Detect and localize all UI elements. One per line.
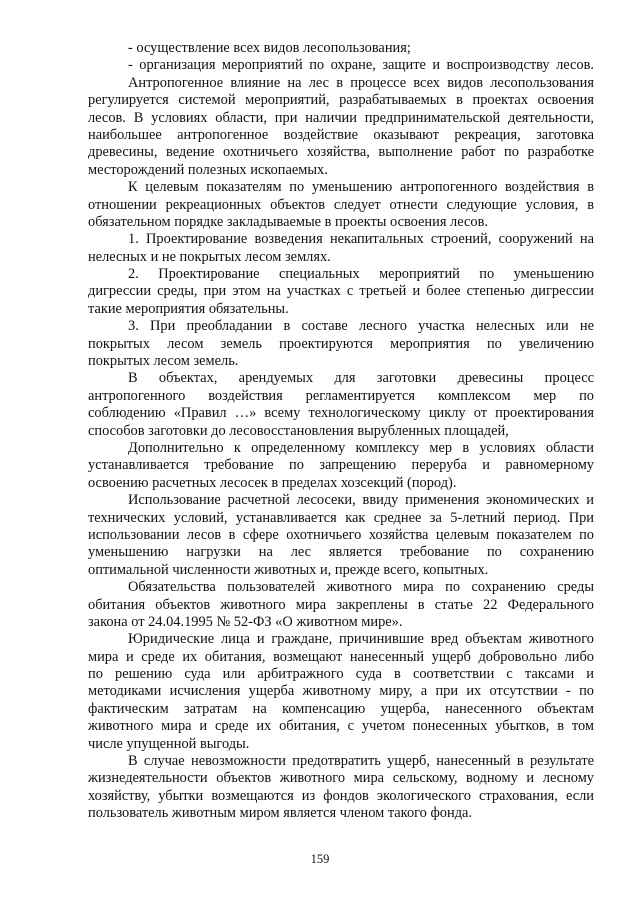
text-line: методиками исчисления ущерба животному миру, а при их отсутствии - по — [88, 683, 594, 700]
text-line: мира и среде их обитания, возмещают нанесенный ущерб добровольно либо — [88, 648, 594, 665]
text-line: устанавливается требование по запрещению переруба и равномерному — [88, 457, 594, 474]
text-line: животного мира и среде их обитания, с учетом понесенных убытков, в том — [88, 718, 594, 735]
document-body — [88, 40, 594, 823]
text-line: хозяйству, убытки возмещаются из фондов экологического страхования, если — [88, 787, 594, 804]
text-line: наибольшее антропогенное воздействие оказывают рекреация, заготовка — [88, 126, 594, 143]
text-line: закона от 24.04.1995 № 52-ФЗ «О животном мире». — [88, 613, 403, 630]
text-line: такие мероприятия обязательны. — [88, 300, 289, 317]
text-line: месторождений полезных ископаемых. — [88, 161, 328, 178]
text-line: - осуществление всех видов лесопользования; — [128, 40, 411, 56]
text-line: оптимальной численности животных и, прежде всего, копытных. — [88, 561, 489, 578]
text-line: уменьшению нагрузки на лес является требование по сохранению — [88, 544, 594, 561]
text-line: древесины, ведение охотничьего хозяйства, выполнение работ по разработке — [88, 144, 594, 161]
text-line: отношении рекреационных объектов следует отнести следующие условия, в — [88, 196, 594, 213]
text-line: К целевым показателям по уменьшению антропогенного воздействия в — [128, 179, 594, 196]
text-line: по решению суда или арбитражного суда в соответствии с таксами и — [88, 666, 594, 683]
text-line: 3. При преобладании в составе лесного участка нелесных или не — [128, 318, 594, 335]
text-line: освоению расчетных лесосек в пределах хозсекций (пород). — [88, 474, 457, 491]
text-line: способов заготовки до лесовосстановления вырубленных площадей, — [88, 422, 509, 439]
text-line: использовании лесов в сфере охотничьего хозяйства целевым показателем по — [88, 526, 594, 543]
text-line: технических условий, устанавливается как среднее за 5-летний период. При — [88, 509, 594, 526]
text-line: обязательном порядке закладываемые в проекты освоения лесов. — [88, 213, 488, 230]
text-line: 1. Проектирование возведения некапитальных строений, сооружений на — [128, 231, 594, 248]
text-line: пользователь животным миром является членом такого фонда. — [88, 805, 473, 822]
text-line: - организация мероприятий по охране, защите и воспроизводству лесов. — [128, 57, 594, 74]
text-line: числе упущенной выгоды. — [88, 735, 250, 752]
text-line: Дополнительно к определенному комплексу мер в условиях области — [128, 439, 594, 456]
text-line: антропогенного воздействия регламентируется комплексом мер по — [88, 387, 594, 404]
text-line: покрытых лесом земель. — [88, 353, 239, 370]
text-line: 2. Проектирование специальных мероприятий по уменьшению — [128, 266, 594, 283]
text-line: Обязательства пользователей животного мира по сохранению среды — [128, 579, 594, 596]
text-line: Использование расчетной лесосеки, ввиду применения экономических и — [128, 492, 594, 509]
text-line: Юридические лица и граждане, причинившие вред объектам животного — [128, 631, 594, 648]
text-line: фактическим затратам на компенсацию ущерба, нанесенного объектам — [88, 700, 594, 717]
text-line: регулируется системой мероприятий, разрабатываемых в проектах освоения — [88, 92, 594, 109]
text-line: дигрессии среды, при этом на участках с третьей и более степенью дигрессии — [88, 283, 594, 300]
text-line: Антропогенное влияние на лес в процессе всех видов лесопользования — [128, 74, 594, 91]
text-line: В объектах, арендуемых для заготовки древесины процесс — [128, 370, 594, 387]
text-line: покрытых лесом земель проектируются мероприятия по увеличению — [88, 335, 594, 352]
text-line: жизнедеятельности объектов животного мира сельскому, водному и лесному — [88, 770, 594, 787]
text-line: обитания объектов животного мира закреплены в статье 22 Федерального — [88, 596, 594, 613]
text-line: В случае невозможности предотвратить ущерб, нанесенный в результате — [128, 753, 594, 770]
text-line: соблюдению «Правил …» всему технологическому циклу от проектирования — [88, 405, 594, 422]
text-line: нелесных и не покрытых лесом землях. — [88, 248, 331, 265]
text-line: лесов. В условиях области, при наличии предпринимательской деятельности, — [88, 109, 594, 126]
page-number: 159 — [310, 852, 330, 866]
